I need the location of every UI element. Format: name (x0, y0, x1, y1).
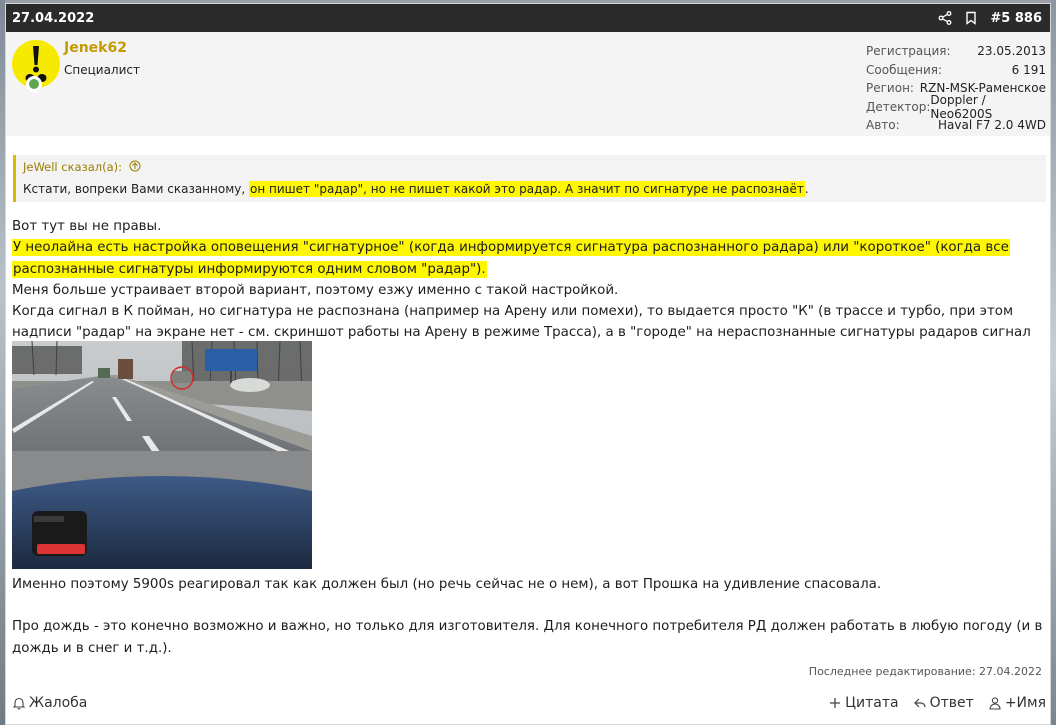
last-edited: Последнее редактирование: 27.04.2022 (808, 665, 1042, 678)
paragraph: Вот тут вы не правы. (12, 219, 162, 234)
share-icon[interactable] (938, 11, 952, 25)
reply-button[interactable] (913, 695, 974, 711)
quote-text-plain: Кстати, вопреки Вами сказанному, (23, 182, 250, 196)
bell-icon (12, 696, 26, 710)
mention-label: +Имя (1004, 695, 1046, 711)
forum-post (5, 3, 1051, 725)
post-date[interactable]: 27.04.2022 (12, 10, 95, 26)
online-status-icon (26, 76, 42, 92)
road-screenshot-image[interactable] (12, 341, 312, 569)
paragraph-highlight (12, 237, 1046, 280)
paragraph: Про дождь - это конечно возможно и важно, но только для изготовителя. Для конечного потребителя РД должен работать в любую погоду (и в дождь и в снег и т.д.). (12, 619, 1043, 656)
stat-label: Сообщения: (866, 62, 943, 77)
post-header (6, 4, 1050, 32)
spacer (12, 595, 1046, 616)
user-stats (866, 42, 1046, 135)
quote-text-highlight: он пишет "радар", но не пишет какой это радар. А значит по сигнатуре не распознаёт (250, 182, 804, 196)
background-right (1051, 0, 1056, 725)
stat-label: Регистрация: (866, 44, 951, 59)
stat-car (866, 116, 1046, 135)
arrow-up-circle-icon[interactable] (129, 160, 141, 172)
stat-value: RZN-MSK-Раменское (919, 81, 1046, 96)
username[interactable]: Jenek62 (64, 40, 127, 56)
stat-value: Haval F7 2.0 4WD (938, 118, 1046, 133)
stat-registration (866, 42, 1046, 61)
paragraph: Меня больше устраивает второй вариант, поэтому езжу именно с такой настройкой. (12, 282, 619, 298)
quote-author-link[interactable] (23, 160, 141, 174)
paragraph: Когда сигнал в К пойман, но сигнатура не распознана (например на Арену или помехи), то выдается просто "К" (в трассе и турбо, при этом надписи "радар" на экране нет - см. скриншот работы на Арену в режиме Трасса), а в "городе" на нераспознанные сигнатуры радаров сигнал (12, 304, 1031, 341)
post-footer (6, 688, 1052, 718)
stat-messages (866, 61, 1046, 80)
user-title: Специалист (64, 63, 140, 77)
report-label: Жалоба (29, 695, 88, 711)
quote-author: JeWell сказал(а): (23, 160, 123, 174)
user-icon (988, 696, 1002, 710)
stat-label: Регион: (866, 81, 914, 96)
quote-text (23, 182, 809, 196)
plus-icon (828, 696, 842, 710)
paragraph: Именно поэтому 5900s реагировал так как должен был (но речь сейчас не о нем), а вот Прошка на удивление спасовала. (12, 577, 882, 592)
quote-label: Цитата (845, 695, 899, 711)
stat-value: 23.05.2013 (977, 44, 1046, 59)
stat-detector (866, 92, 1046, 121)
reply-label: Ответ (929, 695, 974, 711)
quote-block (13, 155, 1046, 202)
bookmark-icon[interactable] (964, 11, 978, 25)
highlight-line-2: распознанные сигнатуры информируются одним словом "радар"). (13, 261, 486, 277)
mention-button[interactable] (988, 695, 1046, 711)
report-button[interactable] (12, 695, 87, 711)
post-body-continued (12, 574, 1046, 659)
user-info-block (6, 32, 1050, 136)
quote-text-end: . (804, 182, 809, 196)
stat-label: Детектор: (866, 99, 931, 114)
highlight-line-1: У неолайна есть настройка оповещения "сигнатурное" (когда информируется сигнатура распознанного радара) или "короткое" (когда все (13, 240, 1009, 256)
stat-value: Doppler / Neo6200S (930, 92, 993, 121)
stat-label: Авто: (866, 118, 900, 133)
reply-arrow-icon (913, 696, 927, 710)
post-number[interactable]: #5 886 (990, 10, 1042, 26)
stat-value: 6 191 (1011, 62, 1046, 77)
quote-button[interactable] (828, 695, 898, 711)
